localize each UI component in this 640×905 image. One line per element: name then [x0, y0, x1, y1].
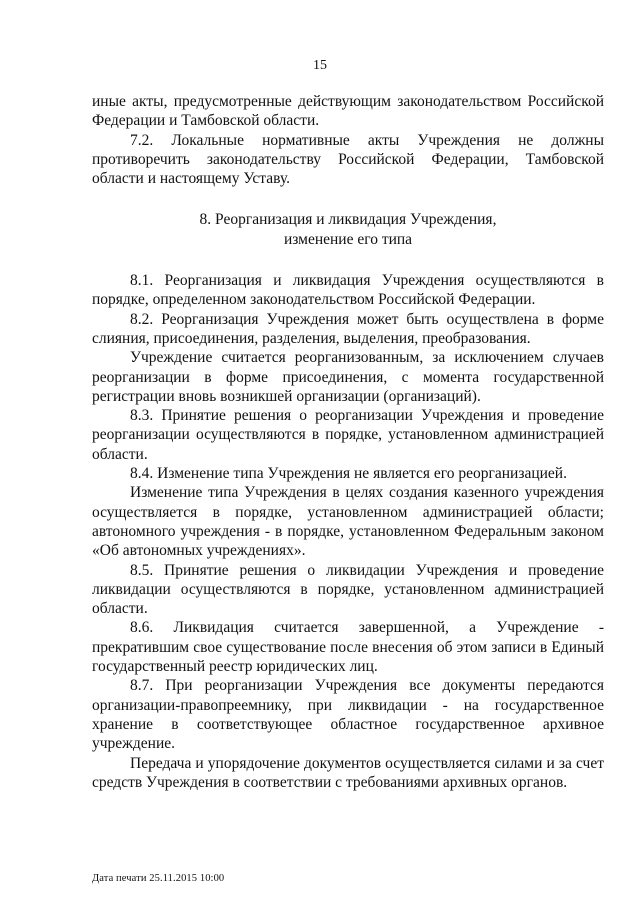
paragraph-8-7: 8.7. При реорганизации Учреждения все документы передаются организации-правопреемнику, при ликвидации - на государственное хранение в соответствующее областное государственное архивное учреждение.	[92, 677, 604, 753]
paragraph-type-change: Изменение типа Учреждения в целях создания казенного учреждения осуществляется в порядке, установленном администрацией области; автономного учреждения - в порядке, установленном Федеральным законом «Об автономных учреждениях».	[92, 484, 604, 560]
section-heading	[92, 210, 604, 249]
paragraph-continuation: иные акты, предусмотренные действующим законодательством Российской Федерации и Тамбовской области.	[92, 93, 604, 130]
paragraph-8-5: 8.5. Принятие решения о ликвидации Учреждения и проведение ликвидации осуществляются в порядке, установленном администрацией области.	[92, 561, 604, 618]
paragraph-8-1: 8.1. Реорганизация и ликвидация Учреждения осуществляются в порядке, определенном законодательством Российской Федерации.	[92, 272, 604, 309]
print-date-footer: Дата печати 25.11.2015 10:00	[92, 873, 225, 884]
section-heading-line2: изменение его типа	[283, 230, 413, 248]
document-body	[92, 92, 604, 792]
paragraph-7-2: 7.2. Локальные нормативные акты Учреждения не должны противоречить законодательству Российской Федерации, Тамбовской области и настоящему Уставу.	[92, 131, 604, 188]
section-heading-line1: 8. Реорганизация и ликвидация Учреждения,	[199, 211, 497, 229]
page-number: 15	[313, 58, 327, 73]
paragraph-8-4: 8.4. Изменение типа Учреждения не является его реорганизацией.	[130, 465, 567, 483]
paragraph-8-3: 8.3. Принятие решения о реорганизации Учреждения и проведение реорганизации осуществляются в порядке, установленном администрацией области.	[92, 407, 604, 463]
paragraph-8-6: 8.6. Ликвидация считается завершенной, а Учреждение - прекратившим свое существование после внесения об этом записи в Единый государственный реестр юридических лиц.	[92, 619, 604, 676]
paragraph-transfer: Передача и упорядочение документов осуществляется силами и за счет средств Учреждения в соответствии с требованиями архивных органов.	[92, 754, 604, 791]
paragraph-reorganized: Учреждение считается реорганизованным, за исключением случаев реорганизации в форме присоединения, с момента государственной регистрации вновь возникшей организации (организаций).	[92, 349, 604, 405]
paragraph-8-2: 8.2. Реорганизация Учреждения может быть осуществлена в форме слияния, присоединения, разделения, выделения, преобразования.	[92, 310, 604, 347]
